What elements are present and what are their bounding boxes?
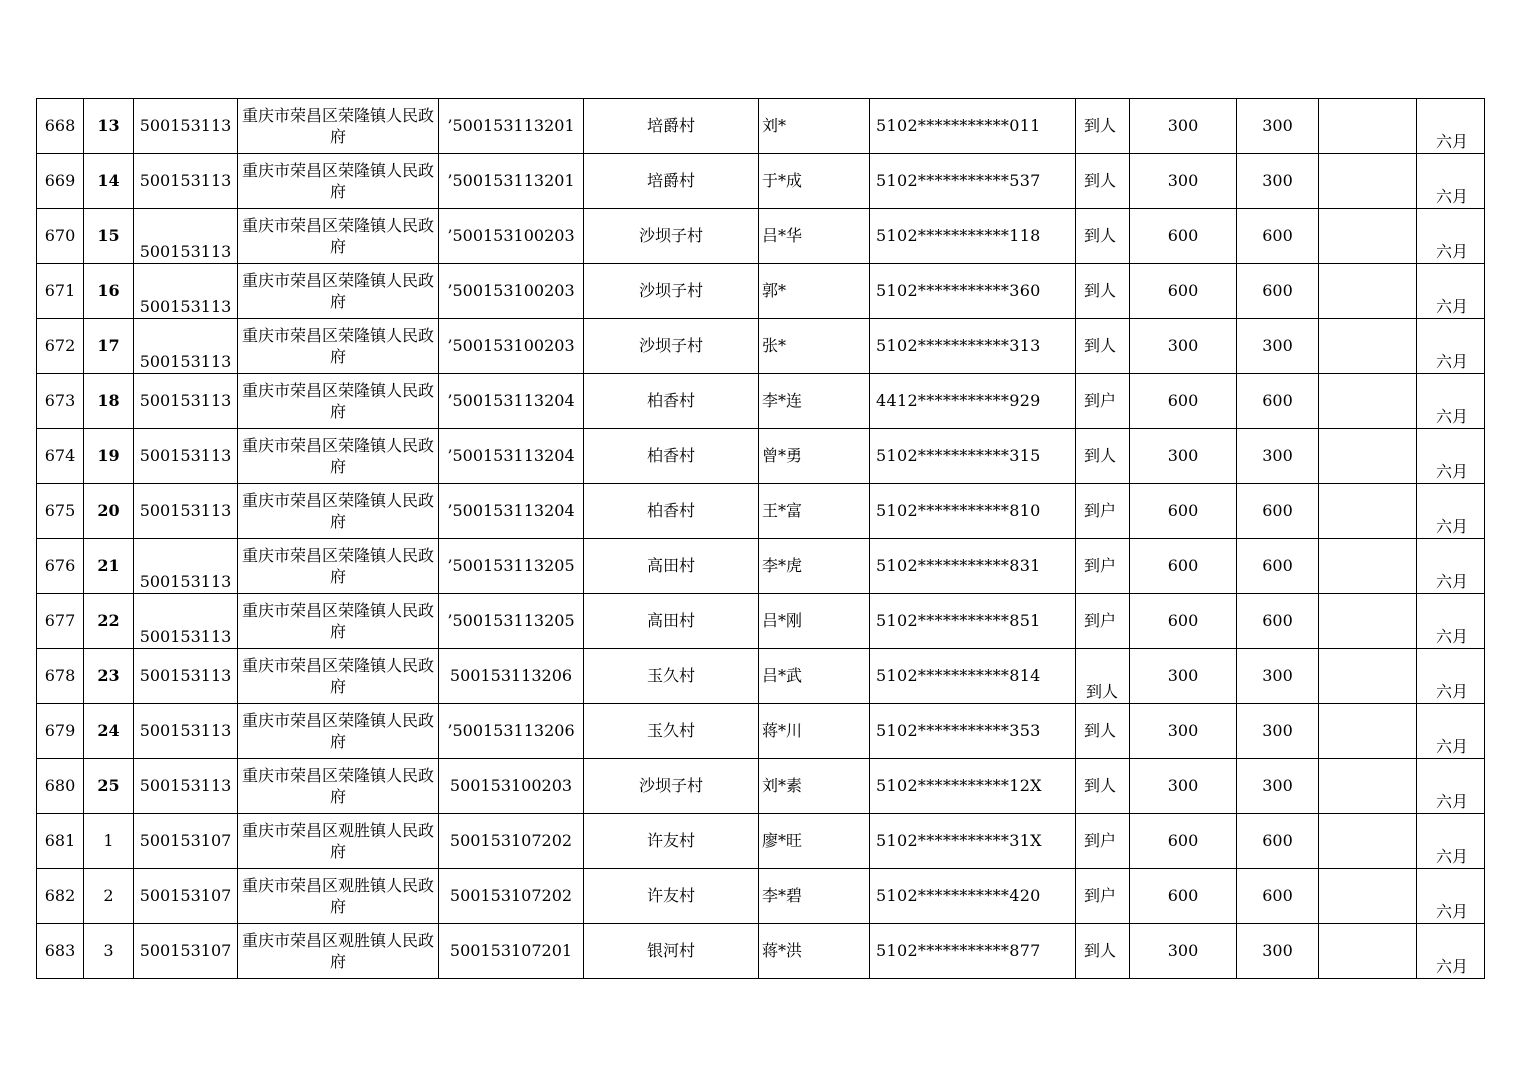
- month-cell: 六月: [1417, 539, 1485, 594]
- distribution-type-cell: 到人: [1076, 649, 1130, 704]
- id-number-cell: 4412***********929: [870, 374, 1076, 429]
- table-row: [37, 539, 1485, 594]
- village-name-cell: 柏香村: [584, 484, 759, 539]
- month-cell: 六月: [1417, 484, 1485, 539]
- table-row: [37, 704, 1485, 759]
- village-name-cell: 许友村: [584, 814, 759, 869]
- id-number-cell: 5102***********12X: [870, 759, 1076, 814]
- village-code-cell: 500153107201: [439, 924, 584, 979]
- person-name-cell: 于*成: [759, 154, 870, 209]
- note-cell: [1319, 759, 1417, 814]
- person-name-cell: 吕*刚: [759, 594, 870, 649]
- serial-number-cell: 674: [37, 429, 84, 484]
- amount-paid-cell: 600: [1237, 264, 1319, 319]
- town-code-cell: 500153113: [134, 429, 238, 484]
- serial-number-cell: 679: [37, 704, 84, 759]
- sub-number-cell: 17: [84, 319, 134, 374]
- amount-paid-cell: 300: [1237, 759, 1319, 814]
- organization-cell: 重庆市荣昌区荣隆镇人民政府: [238, 429, 439, 484]
- note-cell: [1319, 869, 1417, 924]
- amount-paid-cell: 600: [1237, 539, 1319, 594]
- person-name-cell: 吕*华: [759, 209, 870, 264]
- sub-number-cell: 24: [84, 704, 134, 759]
- village-name-cell: 高田村: [584, 594, 759, 649]
- month-cell: 六月: [1417, 429, 1485, 484]
- distribution-type-cell: 到户: [1076, 814, 1130, 869]
- town-code-cell: 500153113: [134, 99, 238, 154]
- table-row: [37, 264, 1485, 319]
- amount-cell: 300: [1130, 319, 1237, 374]
- organization-cell: 重庆市荣昌区荣隆镇人民政府: [238, 594, 439, 649]
- note-cell: [1319, 99, 1417, 154]
- amount-paid-cell: 600: [1237, 594, 1319, 649]
- amount-cell: 600: [1130, 374, 1237, 429]
- sub-number-cell: 2: [84, 869, 134, 924]
- person-name-cell: 李*碧: [759, 869, 870, 924]
- note-cell: [1319, 209, 1417, 264]
- month-cell: 六月: [1417, 924, 1485, 979]
- serial-number-cell: 677: [37, 594, 84, 649]
- amount-paid-cell: 300: [1237, 319, 1319, 374]
- town-code-cell: 500153113: [134, 649, 238, 704]
- organization-cell: 重庆市荣昌区荣隆镇人民政府: [238, 99, 439, 154]
- distribution-type-cell: 到人: [1076, 759, 1130, 814]
- person-name-cell: 刘*: [759, 99, 870, 154]
- table-row: [37, 594, 1485, 649]
- village-name-cell: 许友村: [584, 869, 759, 924]
- table-row: [37, 649, 1485, 704]
- town-code-cell: 500153107: [134, 814, 238, 869]
- amount-paid-cell: 300: [1237, 924, 1319, 979]
- sub-number-cell: 18: [84, 374, 134, 429]
- month-cell: 六月: [1417, 649, 1485, 704]
- amount-paid-cell: 300: [1237, 154, 1319, 209]
- month-cell: 六月: [1417, 209, 1485, 264]
- amount-cell: 600: [1130, 594, 1237, 649]
- note-cell: [1319, 924, 1417, 979]
- table-row: [37, 814, 1485, 869]
- organization-cell: 重庆市荣昌区荣隆镇人民政府: [238, 649, 439, 704]
- town-code-cell: 500153113: [134, 594, 238, 649]
- id-number-cell: 5102***********31X: [870, 814, 1076, 869]
- amount-cell: 600: [1130, 869, 1237, 924]
- amount-cell: 600: [1130, 539, 1237, 594]
- serial-number-cell: 670: [37, 209, 84, 264]
- table-row: [37, 319, 1485, 374]
- village-code-cell: 500153107202: [439, 869, 584, 924]
- village-code-cell: ’500153113204: [439, 484, 584, 539]
- village-code-cell: ’500153113204: [439, 374, 584, 429]
- distribution-type-cell: 到人: [1076, 154, 1130, 209]
- village-code-cell: ’500153113205: [439, 594, 584, 649]
- person-name-cell: 蒋*川: [759, 704, 870, 759]
- note-cell: [1319, 594, 1417, 649]
- distribution-type-cell: 到户: [1076, 539, 1130, 594]
- sub-number-cell: 19: [84, 429, 134, 484]
- organization-cell: 重庆市荣昌区荣隆镇人民政府: [238, 154, 439, 209]
- organization-cell: 重庆市荣昌区荣隆镇人民政府: [238, 539, 439, 594]
- serial-number-cell: 678: [37, 649, 84, 704]
- id-number-cell: 5102***********313: [870, 319, 1076, 374]
- person-name-cell: 李*虎: [759, 539, 870, 594]
- id-number-cell: 5102***********814: [870, 649, 1076, 704]
- amount-paid-cell: 600: [1237, 814, 1319, 869]
- village-code-cell: ’500153113201: [439, 99, 584, 154]
- sub-number-cell: 23: [84, 649, 134, 704]
- village-name-cell: 玉久村: [584, 649, 759, 704]
- distribution-type-cell: 到人: [1076, 429, 1130, 484]
- table-row: [37, 154, 1485, 209]
- organization-cell: 重庆市荣昌区荣隆镇人民政府: [238, 759, 439, 814]
- id-number-cell: 5102***********360: [870, 264, 1076, 319]
- person-name-cell: 廖*旺: [759, 814, 870, 869]
- month-cell: 六月: [1417, 154, 1485, 209]
- id-number-cell: 5102***********353: [870, 704, 1076, 759]
- organization-cell: 重庆市荣昌区观胜镇人民政府: [238, 869, 439, 924]
- serial-number-cell: 680: [37, 759, 84, 814]
- id-number-cell: 5102***********810: [870, 484, 1076, 539]
- village-code-cell: ’500153100203: [439, 319, 584, 374]
- table-row: [37, 374, 1485, 429]
- distribution-type-cell: 到户: [1076, 484, 1130, 539]
- serial-number-cell: 668: [37, 99, 84, 154]
- person-name-cell: 张*: [759, 319, 870, 374]
- village-code-cell: 500153107202: [439, 814, 584, 869]
- person-name-cell: 曾*勇: [759, 429, 870, 484]
- table-row: [37, 209, 1485, 264]
- id-number-cell: 5102***********851: [870, 594, 1076, 649]
- person-name-cell: 吕*武: [759, 649, 870, 704]
- village-name-cell: 沙坝子村: [584, 264, 759, 319]
- organization-cell: 重庆市荣昌区荣隆镇人民政府: [238, 704, 439, 759]
- serial-number-cell: 675: [37, 484, 84, 539]
- month-cell: 六月: [1417, 319, 1485, 374]
- distribution-type-cell: 到人: [1076, 319, 1130, 374]
- serial-number-cell: 683: [37, 924, 84, 979]
- sub-number-cell: 13: [84, 99, 134, 154]
- sub-number-cell: 14: [84, 154, 134, 209]
- month-cell: 六月: [1417, 814, 1485, 869]
- town-code-cell: 500153113: [134, 209, 238, 264]
- id-number-cell: 5102***********537: [870, 154, 1076, 209]
- serial-number-cell: 681: [37, 814, 84, 869]
- amount-cell: 600: [1130, 264, 1237, 319]
- village-code-cell: ’500153100203: [439, 264, 584, 319]
- amount-cell: 600: [1130, 484, 1237, 539]
- amount-paid-cell: 300: [1237, 704, 1319, 759]
- serial-number-cell: 671: [37, 264, 84, 319]
- sub-number-cell: 16: [84, 264, 134, 319]
- note-cell: [1319, 429, 1417, 484]
- sub-number-cell: 1: [84, 814, 134, 869]
- sub-number-cell: 15: [84, 209, 134, 264]
- amount-cell: 600: [1130, 814, 1237, 869]
- distribution-type-cell: 到户: [1076, 594, 1130, 649]
- sub-number-cell: 25: [84, 759, 134, 814]
- sub-number-cell: 22: [84, 594, 134, 649]
- town-code-cell: 500153113: [134, 154, 238, 209]
- person-name-cell: 刘*素: [759, 759, 870, 814]
- town-code-cell: 500153113: [134, 704, 238, 759]
- month-cell: 六月: [1417, 594, 1485, 649]
- organization-cell: 重庆市荣昌区荣隆镇人民政府: [238, 209, 439, 264]
- village-code-cell: 500153113206: [439, 649, 584, 704]
- note-cell: [1319, 539, 1417, 594]
- id-number-cell: 5102***********118: [870, 209, 1076, 264]
- table-row: [37, 869, 1485, 924]
- village-code-cell: ’500153113205: [439, 539, 584, 594]
- amount-paid-cell: 300: [1237, 429, 1319, 484]
- distribution-type-cell: 到人: [1076, 924, 1130, 979]
- amount-cell: 300: [1130, 759, 1237, 814]
- person-name-cell: 李*连: [759, 374, 870, 429]
- person-name-cell: 郭*: [759, 264, 870, 319]
- village-name-cell: 沙坝子村: [584, 319, 759, 374]
- relief-roster-table: [36, 98, 1485, 979]
- person-name-cell: 蒋*洪: [759, 924, 870, 979]
- amount-cell: 300: [1130, 924, 1237, 979]
- town-code-cell: 500153113: [134, 264, 238, 319]
- month-cell: 六月: [1417, 374, 1485, 429]
- sub-number-cell: 20: [84, 484, 134, 539]
- town-code-cell: 500153113: [134, 759, 238, 814]
- table-row: [37, 484, 1485, 539]
- village-code-cell: ’500153113206: [439, 704, 584, 759]
- person-name-cell: 王*富: [759, 484, 870, 539]
- serial-number-cell: 673: [37, 374, 84, 429]
- village-name-cell: 沙坝子村: [584, 209, 759, 264]
- note-cell: [1319, 484, 1417, 539]
- amount-cell: 300: [1130, 154, 1237, 209]
- month-cell: 六月: [1417, 704, 1485, 759]
- village-name-cell: 银河村: [584, 924, 759, 979]
- village-name-cell: 高田村: [584, 539, 759, 594]
- village-name-cell: 柏香村: [584, 374, 759, 429]
- organization-cell: 重庆市荣昌区观胜镇人民政府: [238, 814, 439, 869]
- village-code-cell: ’500153100203: [439, 209, 584, 264]
- table-row: [37, 924, 1485, 979]
- amount-paid-cell: 300: [1237, 649, 1319, 704]
- town-code-cell: 500153113: [134, 484, 238, 539]
- town-code-cell: 500153113: [134, 319, 238, 374]
- amount-paid-cell: 600: [1237, 484, 1319, 539]
- distribution-type-cell: 到人: [1076, 704, 1130, 759]
- note-cell: [1319, 154, 1417, 209]
- village-name-cell: 培爵村: [584, 99, 759, 154]
- id-number-cell: 5102***********315: [870, 429, 1076, 484]
- note-cell: [1319, 264, 1417, 319]
- amount-paid-cell: 600: [1237, 869, 1319, 924]
- village-code-cell: ’500153113204: [439, 429, 584, 484]
- amount-cell: 600: [1130, 209, 1237, 264]
- month-cell: 六月: [1417, 99, 1485, 154]
- village-code-cell: 500153100203: [439, 759, 584, 814]
- organization-cell: 重庆市荣昌区荣隆镇人民政府: [238, 374, 439, 429]
- town-code-cell: 500153113: [134, 374, 238, 429]
- serial-number-cell: 669: [37, 154, 84, 209]
- organization-cell: 重庆市荣昌区荣隆镇人民政府: [238, 319, 439, 374]
- distribution-type-cell: 到人: [1076, 99, 1130, 154]
- amount-paid-cell: 600: [1237, 374, 1319, 429]
- note-cell: [1319, 704, 1417, 759]
- town-code-cell: 500153107: [134, 869, 238, 924]
- town-code-cell: 500153107: [134, 924, 238, 979]
- amount-paid-cell: 600: [1237, 209, 1319, 264]
- id-number-cell: 5102***********011: [870, 99, 1076, 154]
- note-cell: [1319, 374, 1417, 429]
- month-cell: 六月: [1417, 759, 1485, 814]
- table-row: [37, 429, 1485, 484]
- id-number-cell: 5102***********420: [870, 869, 1076, 924]
- distribution-type-cell: 到人: [1076, 209, 1130, 264]
- village-name-cell: 培爵村: [584, 154, 759, 209]
- village-name-cell: 沙坝子村: [584, 759, 759, 814]
- serial-number-cell: 682: [37, 869, 84, 924]
- amount-cell: 300: [1130, 704, 1237, 759]
- table-row: [37, 759, 1485, 814]
- table-body: [37, 99, 1485, 979]
- town-code-cell: 500153113: [134, 539, 238, 594]
- amount-paid-cell: 300: [1237, 99, 1319, 154]
- amount-cell: 300: [1130, 649, 1237, 704]
- month-cell: 六月: [1417, 869, 1485, 924]
- table-row: [37, 99, 1485, 154]
- serial-number-cell: 676: [37, 539, 84, 594]
- organization-cell: 重庆市荣昌区荣隆镇人民政府: [238, 264, 439, 319]
- organization-cell: 重庆市荣昌区荣隆镇人民政府: [238, 484, 439, 539]
- serial-number-cell: 672: [37, 319, 84, 374]
- amount-cell: 300: [1130, 99, 1237, 154]
- distribution-type-cell: 到户: [1076, 374, 1130, 429]
- id-number-cell: 5102***********831: [870, 539, 1076, 594]
- village-code-cell: ’500153113201: [439, 154, 584, 209]
- sub-number-cell: 3: [84, 924, 134, 979]
- village-name-cell: 柏香村: [584, 429, 759, 484]
- village-name-cell: 玉久村: [584, 704, 759, 759]
- id-number-cell: 5102***********877: [870, 924, 1076, 979]
- note-cell: [1319, 649, 1417, 704]
- organization-cell: 重庆市荣昌区观胜镇人民政府: [238, 924, 439, 979]
- sub-number-cell: 21: [84, 539, 134, 594]
- note-cell: [1319, 814, 1417, 869]
- amount-cell: 300: [1130, 429, 1237, 484]
- distribution-type-cell: 到人: [1076, 264, 1130, 319]
- note-cell: [1319, 319, 1417, 374]
- distribution-type-cell: 到户: [1076, 869, 1130, 924]
- month-cell: 六月: [1417, 264, 1485, 319]
